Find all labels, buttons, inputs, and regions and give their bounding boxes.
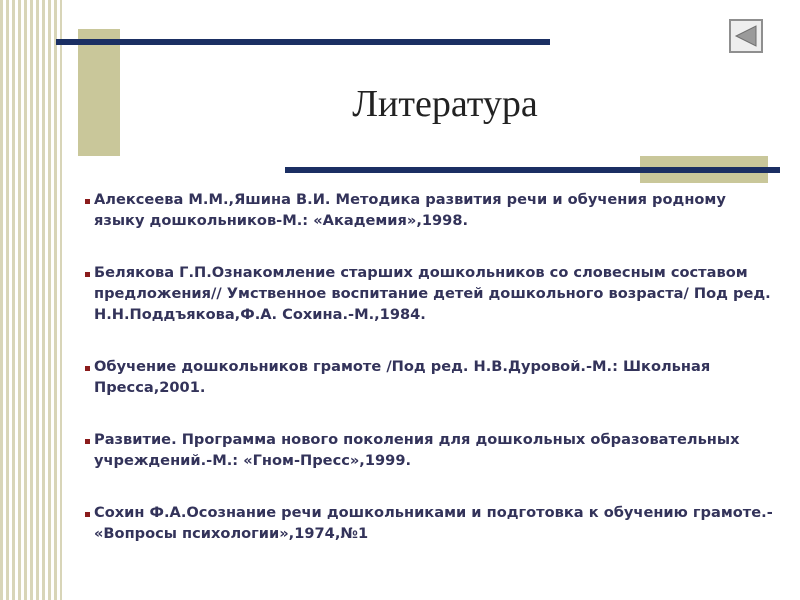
list-item xyxy=(84,356,774,398)
decor-bar-top xyxy=(56,39,550,45)
back-button[interactable] xyxy=(729,19,763,53)
bullet-icon xyxy=(85,199,90,204)
list-item xyxy=(84,262,774,325)
reference-text: Развитие. Программа нового поколения для дошкольных образовательных учреждений.-М.: «Гном-Пресс»,1999. xyxy=(94,431,740,469)
list-item xyxy=(84,502,774,544)
bullet-icon xyxy=(85,366,90,371)
reference-text: Алексеева М.М.,Яшина В.И. Методика развития речи и обучения родному языку дошкольников-М.: «Академия»,1998. xyxy=(94,191,726,229)
reference-text: Белякова Г.П.Ознакомление старших дошкольников со словесным составом предложения// Умственное воспитание детей дошкольного возраста/ Под ред. Н.Н.Поддъякова,Ф.А. Сохина.-М.,1984. xyxy=(94,264,771,323)
decor-block-left xyxy=(78,29,120,156)
reference-text: Обучение дошкольников грамоте /Под ред. Н.В.Дуровой.-М.: Школьная Пресса,2001. xyxy=(94,358,711,396)
bullet-icon xyxy=(85,439,90,444)
reference-text: Сохин Ф.А.Осознание речи дошкольниками и подготовка к обучению грамоте.- «Вопросы психологии»,1974,№1 xyxy=(94,504,773,542)
bullet-icon xyxy=(85,512,90,517)
left-stripe-decoration xyxy=(0,0,62,600)
list-item xyxy=(84,189,774,231)
reference-list xyxy=(84,189,774,544)
list-item xyxy=(84,429,774,471)
triangle-left-icon xyxy=(734,25,758,47)
decor-bar-middle xyxy=(285,167,780,173)
bullet-icon xyxy=(85,272,90,277)
page-title: Литература xyxy=(352,83,538,125)
